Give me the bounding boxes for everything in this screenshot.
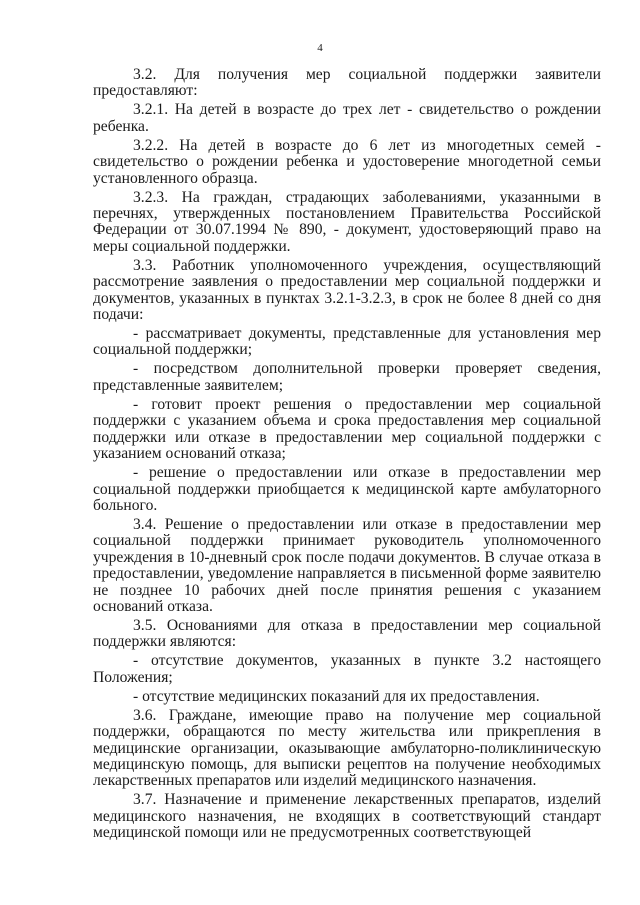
list-item: - рассматривает документы, представленные для установления мер социальной поддержки; — [93, 325, 601, 359]
paragraph-3-7: 3.7. Назначение и применение лекарственных препаратов, изделий медицинского назначения, не входящих в соответствующий стандарт медицинской помощи или не предусмотренных соответствующей — [93, 791, 601, 842]
paragraph-3-5: 3.5. Основаниями для отказа в предоставлении мер социальной поддержки являются: — [93, 616, 601, 651]
paragraph-3-2-2: 3.2.2. На детей в возрасте до 6 лет из многодетных семей - свидетельство о рождении ребенка и удостоверение многодетной семьи установленного образца. — [93, 136, 601, 187]
paragraph-3-2: 3.2. Для получения мер социальной поддержки заявители предоставляют: — [93, 66, 601, 100]
paragraph-3-2-3: 3.2.3. На граждан, страдающих заболеваниями, указанными в перечнях, утвержденных постановлением Правительства Российской Федерации от 30.07.1994 № 890, - документ, удостоверяющий право на меры социальной поддержки. — [93, 188, 601, 255]
paragraph-3-2-1: 3.2.1. На детей в возрасте до трех лет - свидетельство о рождении ребенка. — [93, 101, 601, 135]
list-item: - отсутствие документов, указанных в пункте 3.2 настоящего Положения; — [93, 652, 601, 686]
list-item: - отсутствие медицинских показаний для их предоставления. — [133, 687, 540, 705]
paragraph-3-3: 3.3. Работник уполномоченного учреждения, осуществляющий рассмотрение заявления о предоставлении мер социальной поддержки и документов, указанных в пунктах 3.2.1-3.2.3, в срок не более 8 дней со дня подачи: — [93, 256, 601, 324]
paragraph-3-4: 3.4. Решение о предоставлении или отказе в предоставлении мер социальной поддержки принимает руководитель уполномоченного учреждения в 10-дневный срок после подачи документов. В случае отказа в предоставлении, уведомление направляется в письменной форме заявителю не позднее 10 рабочих дней после принятия решения с указанием оснований отказа. — [93, 515, 601, 615]
paragraph-3-6: 3.6. Граждане, имеющие право на получение мер социальной поддержки, обращаются по месту жительства или прикрепления в медицинские организации, оказывающие амбулаторно-поликлиническую медицинскую помощь, для выписки рецептов на получение необходимых лекарственных препаратов или изделий медицинского назначения. — [93, 706, 601, 790]
list-item: - решение о предоставлении или отказе в предоставлении мер социальной поддержки приобщается к медицинской карте амбулаторного больного. — [93, 464, 601, 514]
list-item: - готовит проект решения о предоставлении мер социальной поддержки с указанием объема и срока предоставления мер социальной поддержки или отказе в предоставлении мер социальной поддержки с указанием оснований отказа; — [93, 395, 601, 463]
list-item: - посредством дополнительной проверки проверяет сведения, представленные заявителем; — [93, 360, 601, 394]
document-body — [93, 67, 601, 844]
page-number: 4 — [317, 42, 323, 54]
